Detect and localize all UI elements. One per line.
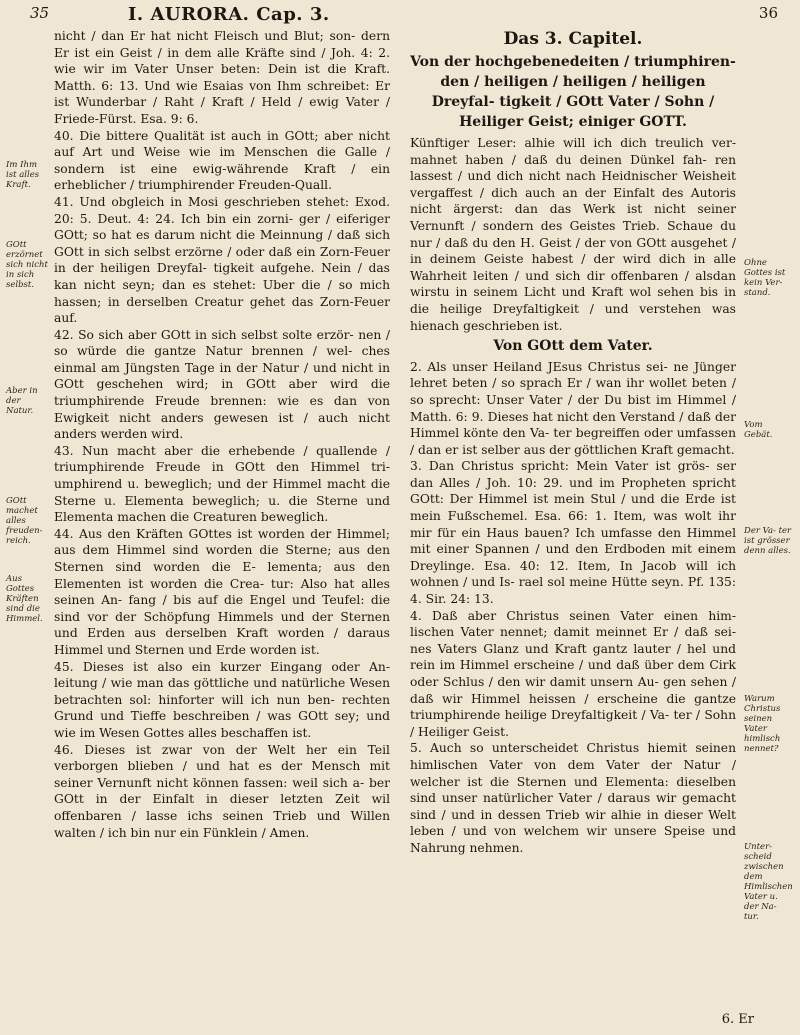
margin-note: Warum Christus seinen Vater himlisch nennet? [744,694,781,754]
paragraph: 44. Aus den Kräften GOttes ist worden der Himmel; aus dem Himmel sind worden die Sterne; aus den Sternen sind worden die E- lementa; aus den Elementen ist worden die Crea- tur: Also hat alles seinen An- fang / bis auf die Engel und Teufel: die sind vor der Schöpfung Himmels und der Sternen und Erden aus derselben Kraft worden / daraus Himmel und Sternen und Erde worden ist. [54,526,390,657]
paragraph: 5. Auch so unterscheidet Christus hiemit seinen himlischen Vater von dem Vater der Natur / welcher ist die Sternen und Elementa: dieselben sind unser natürlicher Vater / daraus wir gemacht sind / und in dessen Trieb wir alhie in dieser Welt leben / und von welchem wir unsere Speise und Nahrung nehmen. [410,741,736,855]
page-number-left: 35 [30,4,50,22]
intro-paragraph: Künftiger Leser: alhie will ich dich treulich ver- mahnet haben / daß du deinen Dünkel fah- ren lassest / und dich nicht nach Heidnischer Weisheit vergaffest / dich auch an der Einfalt des Autoris nicht ärgerst: dan das Werk ist nicht seiner Vernunft / sondern des Geistes Trieb. Schaue du nur / daß du den H. Geist / der von GOtt ausgehet / in deinem Geiste habest / der wird dich in alle Wahrheit leiten / und sich dir offenbaren / alsdan wirstu in seinem Licht und Kraft wol sehen bis in die heilige Dreyfaltigkeit / und verstehen was hienach geschrieben ist. [410,136,736,333]
running-title: I. AURORA. Cap. 3. [128,4,330,25]
paragraph: 45. Dieses ist also ein kurzer Eingang oder An- leitung / wie man das göttliche und natürliche Wesen betrachten sol: hinforter will ich nun ben- rechten Grund und Tieffe beschreiben / was GOtt sey; und wie im Wesen Gottes alles beschaffen ist. [54,659,390,740]
catchword: 6. Er [721,1012,754,1027]
paragraph: 40. Die bittere Qualität ist auch in GOtt; aber nicht auf Art und Weise wie im Menschen die Galle / sondern ist eine ewig-währende Kraft / ein erheblicher / triumphirender Freuden-Quall. [54,128,390,193]
margin-note: Im Ihm ist alles Kraft. [6,160,40,190]
left-column [54,28,390,841]
chapter-title: Das 3. Capitel. [503,29,643,49]
margin-note: Vom Gebät. [744,420,773,440]
paragraph: 42. So sich aber GOtt in sich selbst solte erzör- nen / so würde die gantze Natur brennen / wel- ches einmal am Jüngsten Tage in der Natur / und nicht in GOtt geschehen wird; in GOtt aber wird die triumphirende Freude brennen: wie es dan von Ewigkeit nicht anders gewesen ist / auch nicht anders werden wird. [54,327,390,442]
margin-note: GOtt machet alles freuden- reich. [6,496,43,546]
margin-note: Der Va- ter ist grösser denn alles. [744,526,792,556]
chapter-subtitle: Von der hochgebenedeiten / triumphiren- den / heiligen / heiligen / heiligen Dreyfal- tigkeit / GOtt Vater / Sohn / Heiliger Geist; einiger GOTT. [410,54,736,130]
margin-note: Aus Gottes Kräften sind die Himmel. [6,574,43,624]
running-head [30,4,778,30]
paragraph: 3. Dan Christus spricht: Mein Vater ist grös- ser dan Alles / Joh. 10: 29. und im Propheten spricht GOtt: Der Himmel ist mein Stul / und die Erde ist mein Fußschemel. Esa. 66: 1. Item, was wolt ihr mir für ein Haus bauen? Ich umfasse den Himmel mit einer Spannen / und den Erdboden mit einem Dreylinge. Esa. 40: 12. Item, In Jacob will ich wohnen / und Is- rael sol meine Hütte seyn. Pf. 135: 4. Sir. 24: 13. [410,459,736,607]
paragraph: nicht / dan Er hat nicht Fleisch und Blut; son- dern Er ist ein Geist / in dem alle Kräfte sind / Joh. 4: 2. wie wir im Vater Unser beten: Dein ist die Kraft. Matth. 6: 13. Und wie Esaias von Ihm schreibet: Er ist Wunderbar / Raht / Kraft / Held / ewig Vater / Friede-Fürst. Esa. 9: 6. [54,29,390,126]
margin-note: Unter- scheid zwischen dem Himlischen Vater u. der Na- tur. [744,842,793,922]
paragraph: 4. Daß aber Christus seinen Vater einen him- lischen Vater nennet; damit meinnet Er / daß sei- nes Vaters Glanz und Kraft gantz lauter / hel und rein im Himmel erscheine / und daß über dem Cirk oder Schlus / den wir damit unsern Au- gen sehen / daß wir Himmel heissen / erscheine die gantze triumphirende heilige Dreyfaltigkeit / Va- ter / Sohn / Heiliger Geist. [410,608,736,739]
margin-note: Aber in der Natur. [6,386,38,416]
margin-note: GOtt erzörnet sich nicht in sich selbst. [6,240,48,290]
paragraph: 41. Und obgleich in Mosi geschrieben stehet: Exod. 20: 5. Deut. 4: 24. Ich bin ein zorni- ger / eiferiger GOtt; so hat es darum nicht die Meinnung / daß sich GOtt in sich selbst erzörne / oder daß ein Zorn-Feuer in der heiligen Dreyfal- tigkeit aufgehe. Nein / das kan nicht seyn; dan es stehet: Uber die / so mich hassen; in derselben Creatur gehet das Zorn-Feuer auf. [54,194,390,326]
page-number-right: 36 [758,4,778,22]
section-heading: Von GOtt dem Vater. [493,338,653,355]
paragraph: 43. Nun macht aber die erhebende / quallende / triumphirende Freude in GOtt den Himmel tri- umphirend u. beweglich; und der Himmel macht die Sterne u. Elementa beweglich; u. die Sterne und Elementa machen die Creaturen beweglich. [54,443,390,525]
right-column [410,28,736,857]
paragraph: 46. Dieses ist zwar von der Welt her ein Teil verborgen blieben / und hat es der Mensch mit seiner Vernunft nicht können fassen: weil sich a- ber GOtt in der Einfalt in dieser letzten Zeit wil offenbaren / lasse ichs seinen Trieb und Willen walten / ich bin nur ein Fünklein / Amen. [54,742,390,840]
margin-note: Ohne Gottes ist kein Ver- stand. [744,258,786,298]
paragraph: 2. Als unser Heiland JEsus Christus sei- ne Jünger lehret beten / so sprach Er / wan ihr wollet beten / so sprecht: Unser Vater / der Du bist im Himmel / Matth. 6: 9. Dieses hat nicht den Verstand / daß der Himmel könte den Va- ter begreiffen oder umfassen / dan er ist selber aus der göttlichen Kraft gemacht. [410,359,736,457]
